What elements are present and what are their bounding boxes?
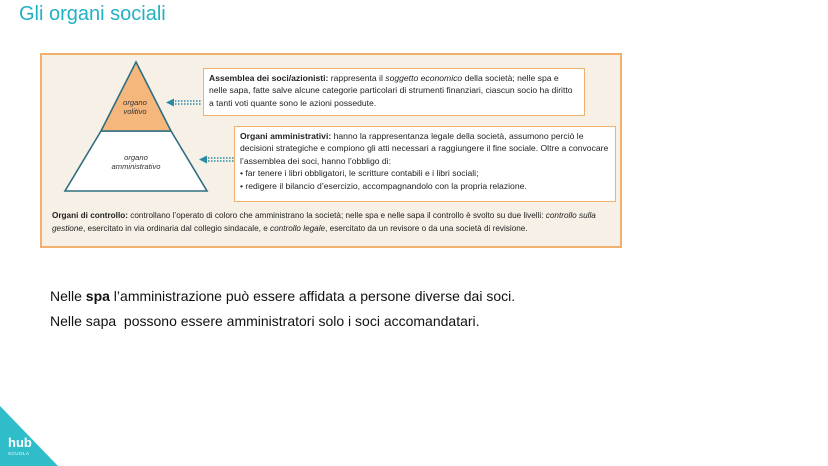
body-line-1 bbox=[50, 288, 515, 304]
controllo-text bbox=[52, 210, 614, 235]
pyramid-top-label-1: organo bbox=[123, 98, 147, 107]
assemblea-text-b: della società; nelle spa e nelle sapa, fatte salve alcune categorie particolari di strumenti finanziari, ciascun socio ha diritto a tanti voti quante sono le azioni possedute. bbox=[209, 73, 573, 108]
controllo-text-a: controllano l’operato di coloro che amministrano la società; nelle spa e nelle sapa il controllo è svolto su due livelli: bbox=[127, 211, 546, 220]
pyramid-bottom-label-1: organo bbox=[124, 153, 148, 162]
amministrativi-bullet-1: • far tenere i libri obbligatori, le scritture contabili e i libri sociali; bbox=[240, 168, 479, 179]
arrow-head-top bbox=[166, 99, 174, 107]
body-line-2-c: . bbox=[475, 313, 480, 329]
controllo-text-c: , esercitato da un revisore o da una società di revisione. bbox=[325, 223, 528, 233]
amministrativi-callout bbox=[234, 126, 616, 202]
arrow-head-bottom bbox=[199, 156, 207, 164]
assemblea-italic: soggetto economico bbox=[385, 73, 463, 83]
pyramid-top-label bbox=[118, 98, 152, 116]
assemblea-term: Assemblea dei soci/azionisti: bbox=[209, 73, 329, 83]
assemblea-callout bbox=[203, 68, 585, 116]
pyramid-bottom-label-2: amministrativo bbox=[111, 162, 161, 171]
pyramid-bottom-label bbox=[108, 153, 164, 171]
body-line-2-a: Nelle sapa possono essere amministratori solo i soci bbox=[50, 313, 384, 329]
body-line-1-spa: spa bbox=[85, 288, 110, 304]
pyramid-top-label-2: volitivo bbox=[123, 107, 147, 116]
pyramid-top-section bbox=[101, 62, 171, 131]
body-line-2-accomandatari: accomandatari bbox=[383, 313, 476, 329]
amministrativi-text: hanno la rappresentanza legale della società, assumono perciò le decisioni strategiche e compiono gli atti necessari a raggiungere il fine sociale. Oltre a convocare l’assemblea dei soci, hanno l’obbligo di: bbox=[240, 131, 609, 166]
body-line-1-c: l’amministrazione può essere affidata a persone diverse dai soci. bbox=[109, 288, 516, 304]
controllo-text-b: , esercitato in via ordinaria dal collegio sindacale, e bbox=[82, 223, 271, 233]
organs-figure bbox=[40, 53, 622, 248]
hub-logo: hub bbox=[8, 435, 32, 450]
amministrativi-bullet-2: • redigere il bilancio d’esercizio, accompagnandolo con la propria relazione. bbox=[240, 180, 527, 191]
controllo-term: Organi di controllo: bbox=[52, 211, 128, 220]
body-line-1-a: Nelle bbox=[50, 288, 86, 304]
amministrativi-term: Organi amministrativi: bbox=[240, 131, 332, 141]
controllo-italic-2: controllo legale bbox=[270, 223, 326, 233]
controllo-italic-1: controllo sulla gestione bbox=[52, 211, 596, 233]
hub-logo-sub: SCUOLA bbox=[8, 451, 30, 456]
arrow-to-bottom bbox=[205, 158, 234, 161]
assemblea-text-a: rappresenta il bbox=[328, 73, 386, 83]
slide-title: Gli organi sociali bbox=[19, 3, 166, 25]
arrow-to-top bbox=[172, 101, 202, 104]
body-line-2 bbox=[50, 313, 480, 329]
